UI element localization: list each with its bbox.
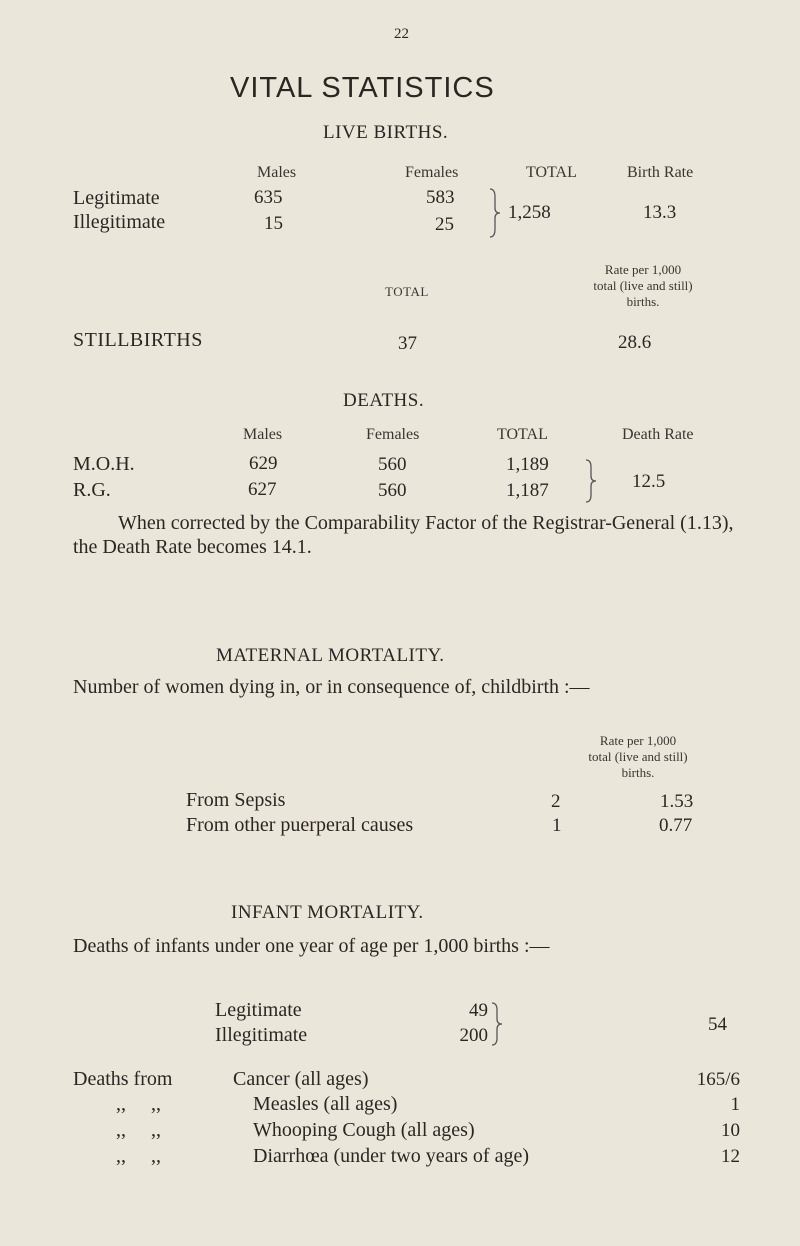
stillbirths-col-rate-line3: births. [626,294,660,309]
deaths-rg-total: 1,187 [506,480,549,501]
cause-measles-ditto: ,, ,, [116,1093,161,1115]
maternal-other-count: 1 [552,815,562,836]
live-births-total: 1,258 [508,202,551,223]
deaths-brace [584,458,598,504]
deaths-heading: DEATHS. [343,390,425,411]
live-births-col-rate: Birth Rate [627,164,694,181]
deaths-rg-males: 627 [248,479,277,500]
infant-heading: INFANT MORTALITY. [231,902,424,923]
maternal-col-rate-line3: births. [621,765,655,780]
live-births-col-total: TOTAL [526,164,577,181]
infant-illegitimate-value: 200 [459,1025,488,1046]
deaths-col-females: Females [366,426,420,443]
deaths-moh-total: 1,189 [506,454,549,475]
cause-measles-value: 1 [730,1094,740,1115]
deaths-col-total: TOTAL [497,426,548,443]
deaths-rg-label: R.G. [73,479,111,501]
cause-whooping-value: 10 [721,1120,740,1141]
stillbirths-label: STILLBIRTHS [73,329,203,351]
infant-legitimate-value: 49 [469,1000,488,1021]
maternal-intro: Number of women dying in, or in consequence of, childbirth :— [73,676,590,698]
maternal-other-rate: 0.77 [659,815,693,836]
maternal-col-rate [563,733,713,781]
maternal-sepsis-rate: 1.53 [660,791,694,812]
stillbirths-col-rate-line2: total (live and still) [593,278,693,293]
deaths-correction-note: When corrected by the Comparability Factor of the Registrar-General (1.13), the Death Rate becomes 14.1. [73,512,734,558]
infant-legitimate-label: Legitimate [215,999,302,1021]
birth-rate-value: 13.3 [643,202,677,223]
maternal-sepsis-label: From Sepsis [186,789,286,811]
stillbirths-col-total: TOTAL [385,284,429,299]
maternal-col-rate-line1: Rate per 1,000 [599,733,677,748]
stillbirths-rate: 28.6 [618,332,652,353]
live-births-legitimate-females: 583 [426,187,455,208]
page-title: VITAL STATISTICS [230,72,495,104]
deaths-moh-males: 629 [249,453,278,474]
maternal-other-label: From other puerperal causes [186,814,414,836]
cause-cancer-value: 165/6 [696,1069,740,1090]
live-births-brace [488,187,502,239]
stillbirths-col-rate-line1: Rate per 1,000 [604,262,682,277]
deaths-rg-females: 560 [378,480,407,501]
causes-prefix: Deaths from [73,1068,173,1090]
infant-combined-value: 54 [708,1014,727,1035]
maternal-heading: MATERNAL MORTALITY. [216,645,445,666]
cause-whooping-label: Whooping Cough (all ages) [253,1119,475,1141]
deaths-moh-females: 560 [378,454,407,475]
live-births-col-males: Males [257,164,297,181]
cause-diarrhoea-label: Diarrhœa (under two years of age) [253,1145,529,1167]
infant-intro: Deaths of infants under one year of age per 1,000 births :— [73,935,550,957]
cause-whooping-ditto: ,, ,, [116,1119,161,1141]
deaths-col-males: Males [243,426,283,443]
death-rate-value: 12.5 [632,471,666,492]
cause-diarrhoea-ditto: ,, ,, [116,1145,161,1167]
stillbirths-col-rate [573,262,713,310]
infant-brace [490,1001,504,1047]
stillbirths-total: 37 [398,333,417,354]
live-births-illegitimate-label: Illegitimate [73,211,166,233]
maternal-sepsis-count: 2 [551,791,561,812]
live-births-illegitimate-males: 15 [264,213,283,234]
cause-diarrhoea-value: 12 [721,1146,740,1167]
cause-cancer-label: Cancer (all ages) [233,1068,369,1090]
deaths-moh-label: M.O.H. [73,453,135,475]
page-number: 22 [394,26,409,42]
live-births-col-females: Females [405,164,459,181]
maternal-col-rate-line2: total (live and still) [588,749,688,764]
deaths-col-rate: Death Rate [622,426,694,443]
live-births-illegitimate-females: 25 [435,214,454,235]
infant-illegitimate-label: Illegitimate [215,1024,308,1046]
live-births-legitimate-males: 635 [254,187,283,208]
cause-measles-label: Measles (all ages) [253,1093,398,1115]
live-births-heading: LIVE BIRTHS. [323,122,449,143]
live-births-legitimate-label: Legitimate [73,187,160,209]
